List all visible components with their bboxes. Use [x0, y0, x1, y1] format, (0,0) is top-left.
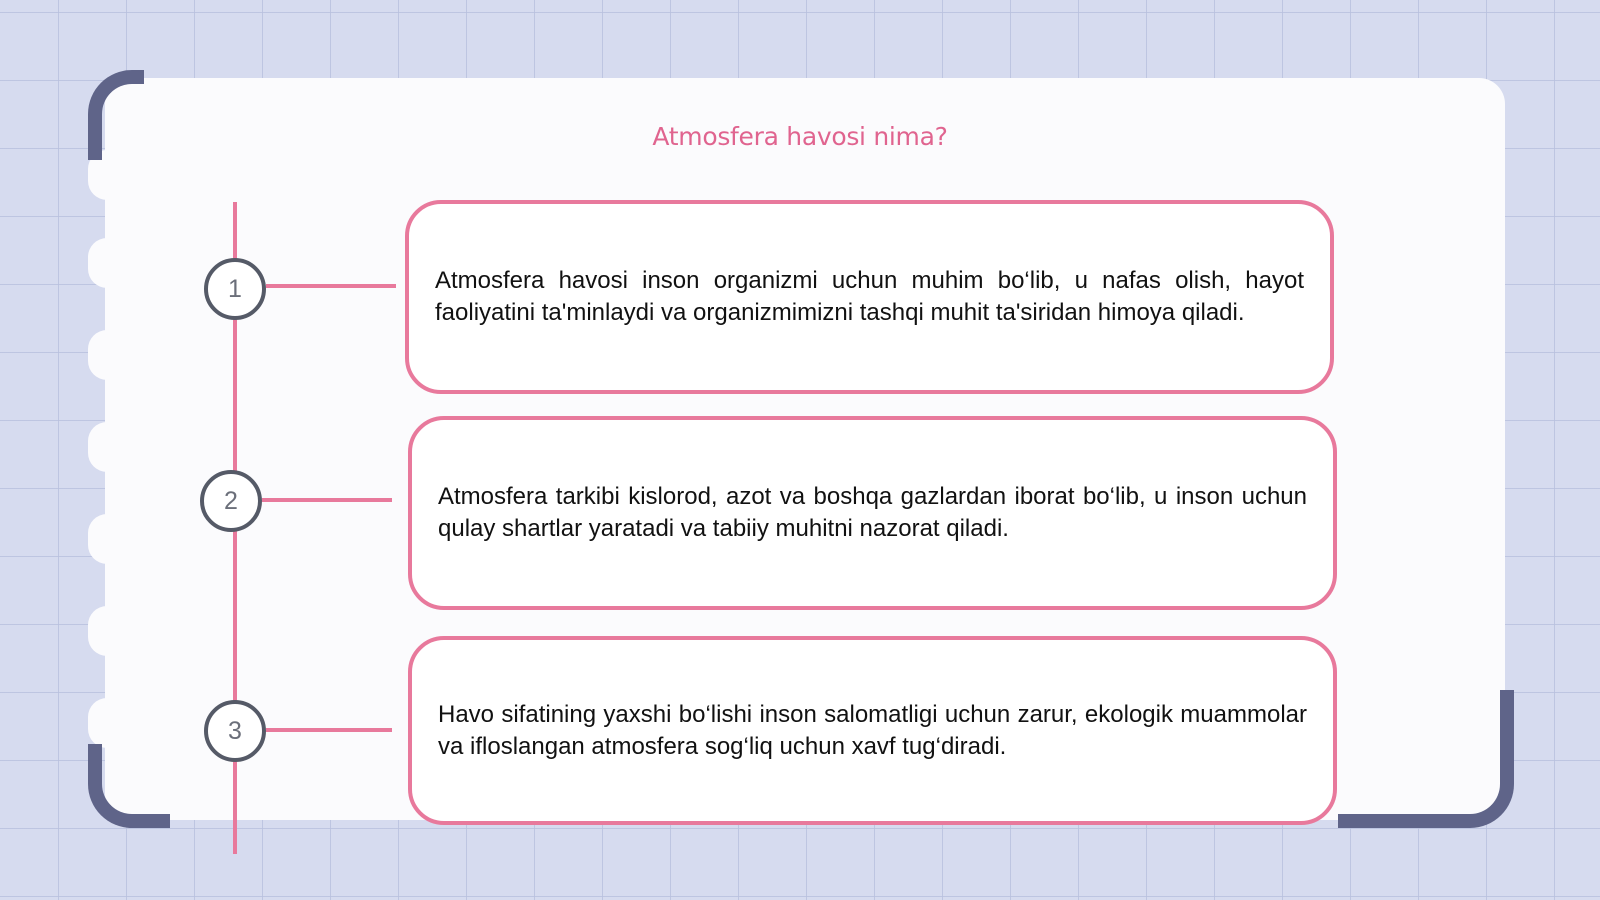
frame-corner-bottom-right: [1338, 690, 1514, 828]
paper-tab-decoration: [88, 238, 126, 288]
info-card-text: Atmosfera tarkibi kislorod, azot va boshqa gazlardan iborat bo‘lib, u inson uchun qulay shartlar yaratadi va tabiiy muhitni nazorat qiladi.: [438, 483, 1307, 542]
paper-tab-decoration: [88, 422, 126, 472]
step-number-3: 3: [204, 700, 266, 762]
frame-corner-bottom-left: [88, 744, 170, 828]
info-card-1: [405, 200, 1334, 394]
info-card-text: Atmosfera havosi inson organizmi uchun muhim bo‘lib, u nafas olish, hayot faoliyatini ta'minlaydi va organizmimizni tashqi muhit ta'siridan himoya qiladi.: [435, 267, 1304, 326]
paper-tab-decoration: [88, 514, 126, 564]
timeline-connector-2: [262, 498, 392, 502]
paper-tab-decoration: [88, 606, 126, 656]
page-title: Atmosfera havosi nima?: [652, 122, 948, 151]
timeline-connector-3: [266, 728, 392, 732]
info-card-text: Havo sifatining yaxshi bo‘lishi inson salomatligi uchun zarur, ekologik muammolar va ifloslangan atmosfera sog‘liq uchun xavf tug‘diradi.: [438, 700, 1307, 760]
timeline-connector-1: [266, 284, 396, 288]
paper-tab-decoration: [88, 698, 126, 748]
info-card-2: [408, 416, 1337, 610]
info-card-3: [408, 636, 1337, 825]
step-number-2: 2: [200, 470, 262, 532]
frame-corner-top-left: [88, 70, 144, 160]
step-number-1: 1: [204, 258, 266, 320]
paper-tab-decoration: [88, 330, 126, 380]
